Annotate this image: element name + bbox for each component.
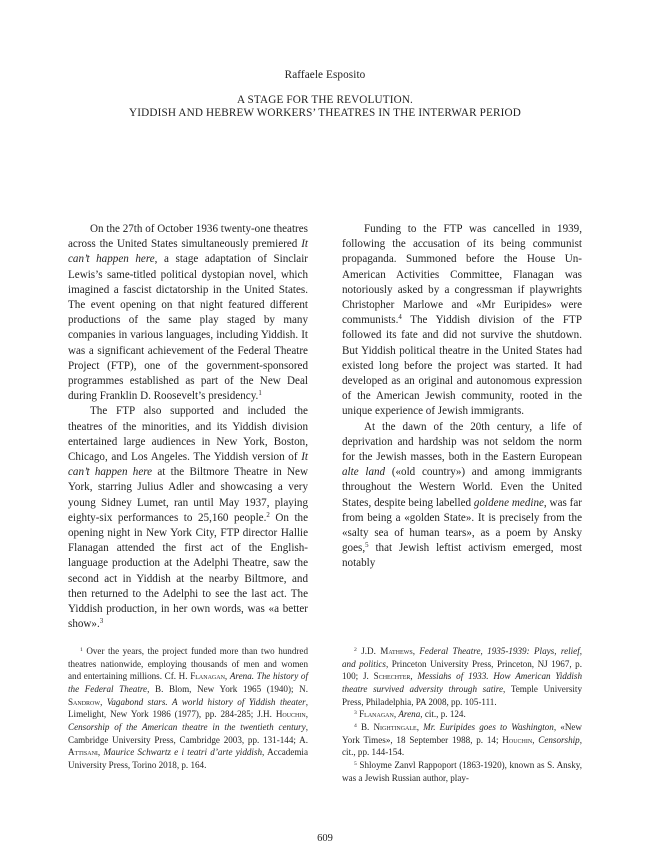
author-smallcaps: Nightingale [373, 721, 417, 732]
body-paragraph-3: Funding to the FTP was cancelled in 1939, following the accusation of its being communist propaganda. Summoned before the House Un-American Activities Committee, Flanagan was notoriously asked by a congressman if playwrights Christopher Marlowe and «Mr Euripides» were communists.$^4$ The Yiddish division of the FTP followed its fate and did not survive the shutdown. But Yiddish political theatre in the United States had existed long before the project was started. It had developed as an original and autonomous expression of the American Jewish community, rooted in the unique experience of Jewish immigrants. [342, 223, 582, 418]
body-paragraph-2: The FTP also supported and included the theatres of the minorities, and its Yiddish division entertained large audiences in New York, Boston, Chicago, and Los Angeles. The Yiddish version of It can’t happen here at the Biltmore Theatre in New York, starring Julius Adler and showcasing a very young Sidney Lumet, ran until May 1937, playing eighty-six performances to 25,160 people.$^2$ On the opening night in New York City, FTP director Hallie Flanagan attended the first act of the English-language production at the Adelphi Theatre, saw the second act in Yiddish at the nearby Biltmore, and then returned to the Adelphi to see the last act. The Yiddish production, in her own words, was «a better show».$^3$ [68, 405, 308, 631]
footnote-number: 3 [354, 710, 357, 717]
article-title-line-1: A STAGE FOR THE REVOLUTION. [236, 94, 414, 106]
author-smallcaps: Flanagan [190, 671, 225, 682]
play-title: It can’t happen here [68, 238, 308, 266]
article-title-line-2: YIDDISH AND HEBREW WORKERS’ THEATRES IN THE INTERWAR PERIOD [129, 107, 521, 119]
author-smallcaps: Houchin [502, 734, 533, 745]
footnote-5: $^5$ Shloyme Zanvl Rappoport (1863-1920), known as S. Ansky, was a Jewish Russian author, play- [342, 759, 582, 783]
author-smallcaps: Sandrow [68, 696, 101, 707]
footnote-2: $^2$ J.D. Mathews, Federal Theatre, 1935-1939: Plays, relief, and politics, Princeton University Press, Princeton, NJ 1967, p. 100; J. Schechter, Messiahs of 1933. How American Yiddish theatre survived adversity through satire, Temple University Press, Philadelphia, PA 2008, pp. 105-111. [342, 646, 583, 707]
author-name: Raffaele Esposito [284, 69, 366, 81]
author-smallcaps: Flanagan [359, 709, 394, 720]
author-smallcaps: Houchin [275, 709, 306, 720]
body-column-left [68, 222, 308, 632]
footnote-ref: 1 [258, 390, 262, 398]
footnote-number: 4 [354, 722, 357, 729]
play-title: It can’t happen here [68, 451, 308, 479]
footnote-number: 1 [80, 646, 83, 653]
footnote-ref: 2 [266, 512, 270, 520]
author-smallcaps: Attisani [68, 747, 98, 758]
footnote-number: 5 [354, 760, 357, 767]
page-number: 609 [317, 833, 333, 844]
footnotes-right [342, 645, 582, 784]
footnote-3: $^3$ Flanagan, Arena, cit., p. 124. [354, 709, 466, 720]
footnotes-left [68, 645, 308, 772]
author-smallcaps: Schechter [373, 671, 411, 682]
footnote-number: 2 [354, 646, 357, 653]
yiddish-term: goldene medine [473, 496, 544, 509]
yiddish-term: alte land [342, 466, 386, 479]
footnote-1: $^1$ Over the years, the project funded more than two hundred theatres nationwide, employing thousands of men and women and entertaining millions. Cf. H. Flanagan, Arena. The history of the Federal Theatre, B. Blom, New York 1965 (1940); N. Sandrow, Vagabond stars. A world history of Yiddish theater, Limelight, New York 1986 (1977), pp. 284-285; J.H. Houchin, Censorship of the American theatre in the twentieth century, Cambridge University Press, Cambridge 2003, pp. 131-144; A. Attisani, Maurice Schwartz e i teatri d’arte yiddish, Accademia University Press, Torino 2018, p. 164. [68, 646, 308, 770]
body-paragraph-1: On the 27th of October 1936 twenty-one theatres across the United States simultaneously premiered It can’t happen here, a stage adaptation of Sinclair Lewis’s same-titled political dystopian novel, which imagined a fascist dictatorship in the United States. The event opening on that night featured different productions of the same play staged by many companies in various languages, including Yiddish. It was a significant achievement of the Federal Theatre Project (FTP), one of the government-sponsored programmes established as part of the New Deal during Franklin D. Roosevelt’s presidency.$^1$ [68, 223, 308, 403]
footnote-4: $^4$ B. Nightingale, Mr. Euripides goes to Washington, «New York Times», 18 September 1988, p. 14; Houchin, Censorship, cit., pp. 144-154. [342, 721, 583, 758]
footnote-ref: 5 [365, 542, 369, 550]
footnote-ref: 3 [99, 618, 104, 626]
author-smallcaps: Mathews [380, 646, 413, 656]
body-column-right [342, 222, 582, 572]
footnote-ref: 4 [398, 314, 402, 322]
body-paragraph-4: At the dawn of the 20th century, a life of deprivation and hardship was not seldom the norm for the Jewish masses, both in the Eastern European alte land («old country») and among immigrants throughout the Western World. Even the United States, despite being labelled goldene medine, was far from being a «golden State». It is precisely from the «salty sea of human tears», as a poem by Ansky goes,$^5$ that Jewish leftist activism emerged, most notably [342, 420, 582, 570]
